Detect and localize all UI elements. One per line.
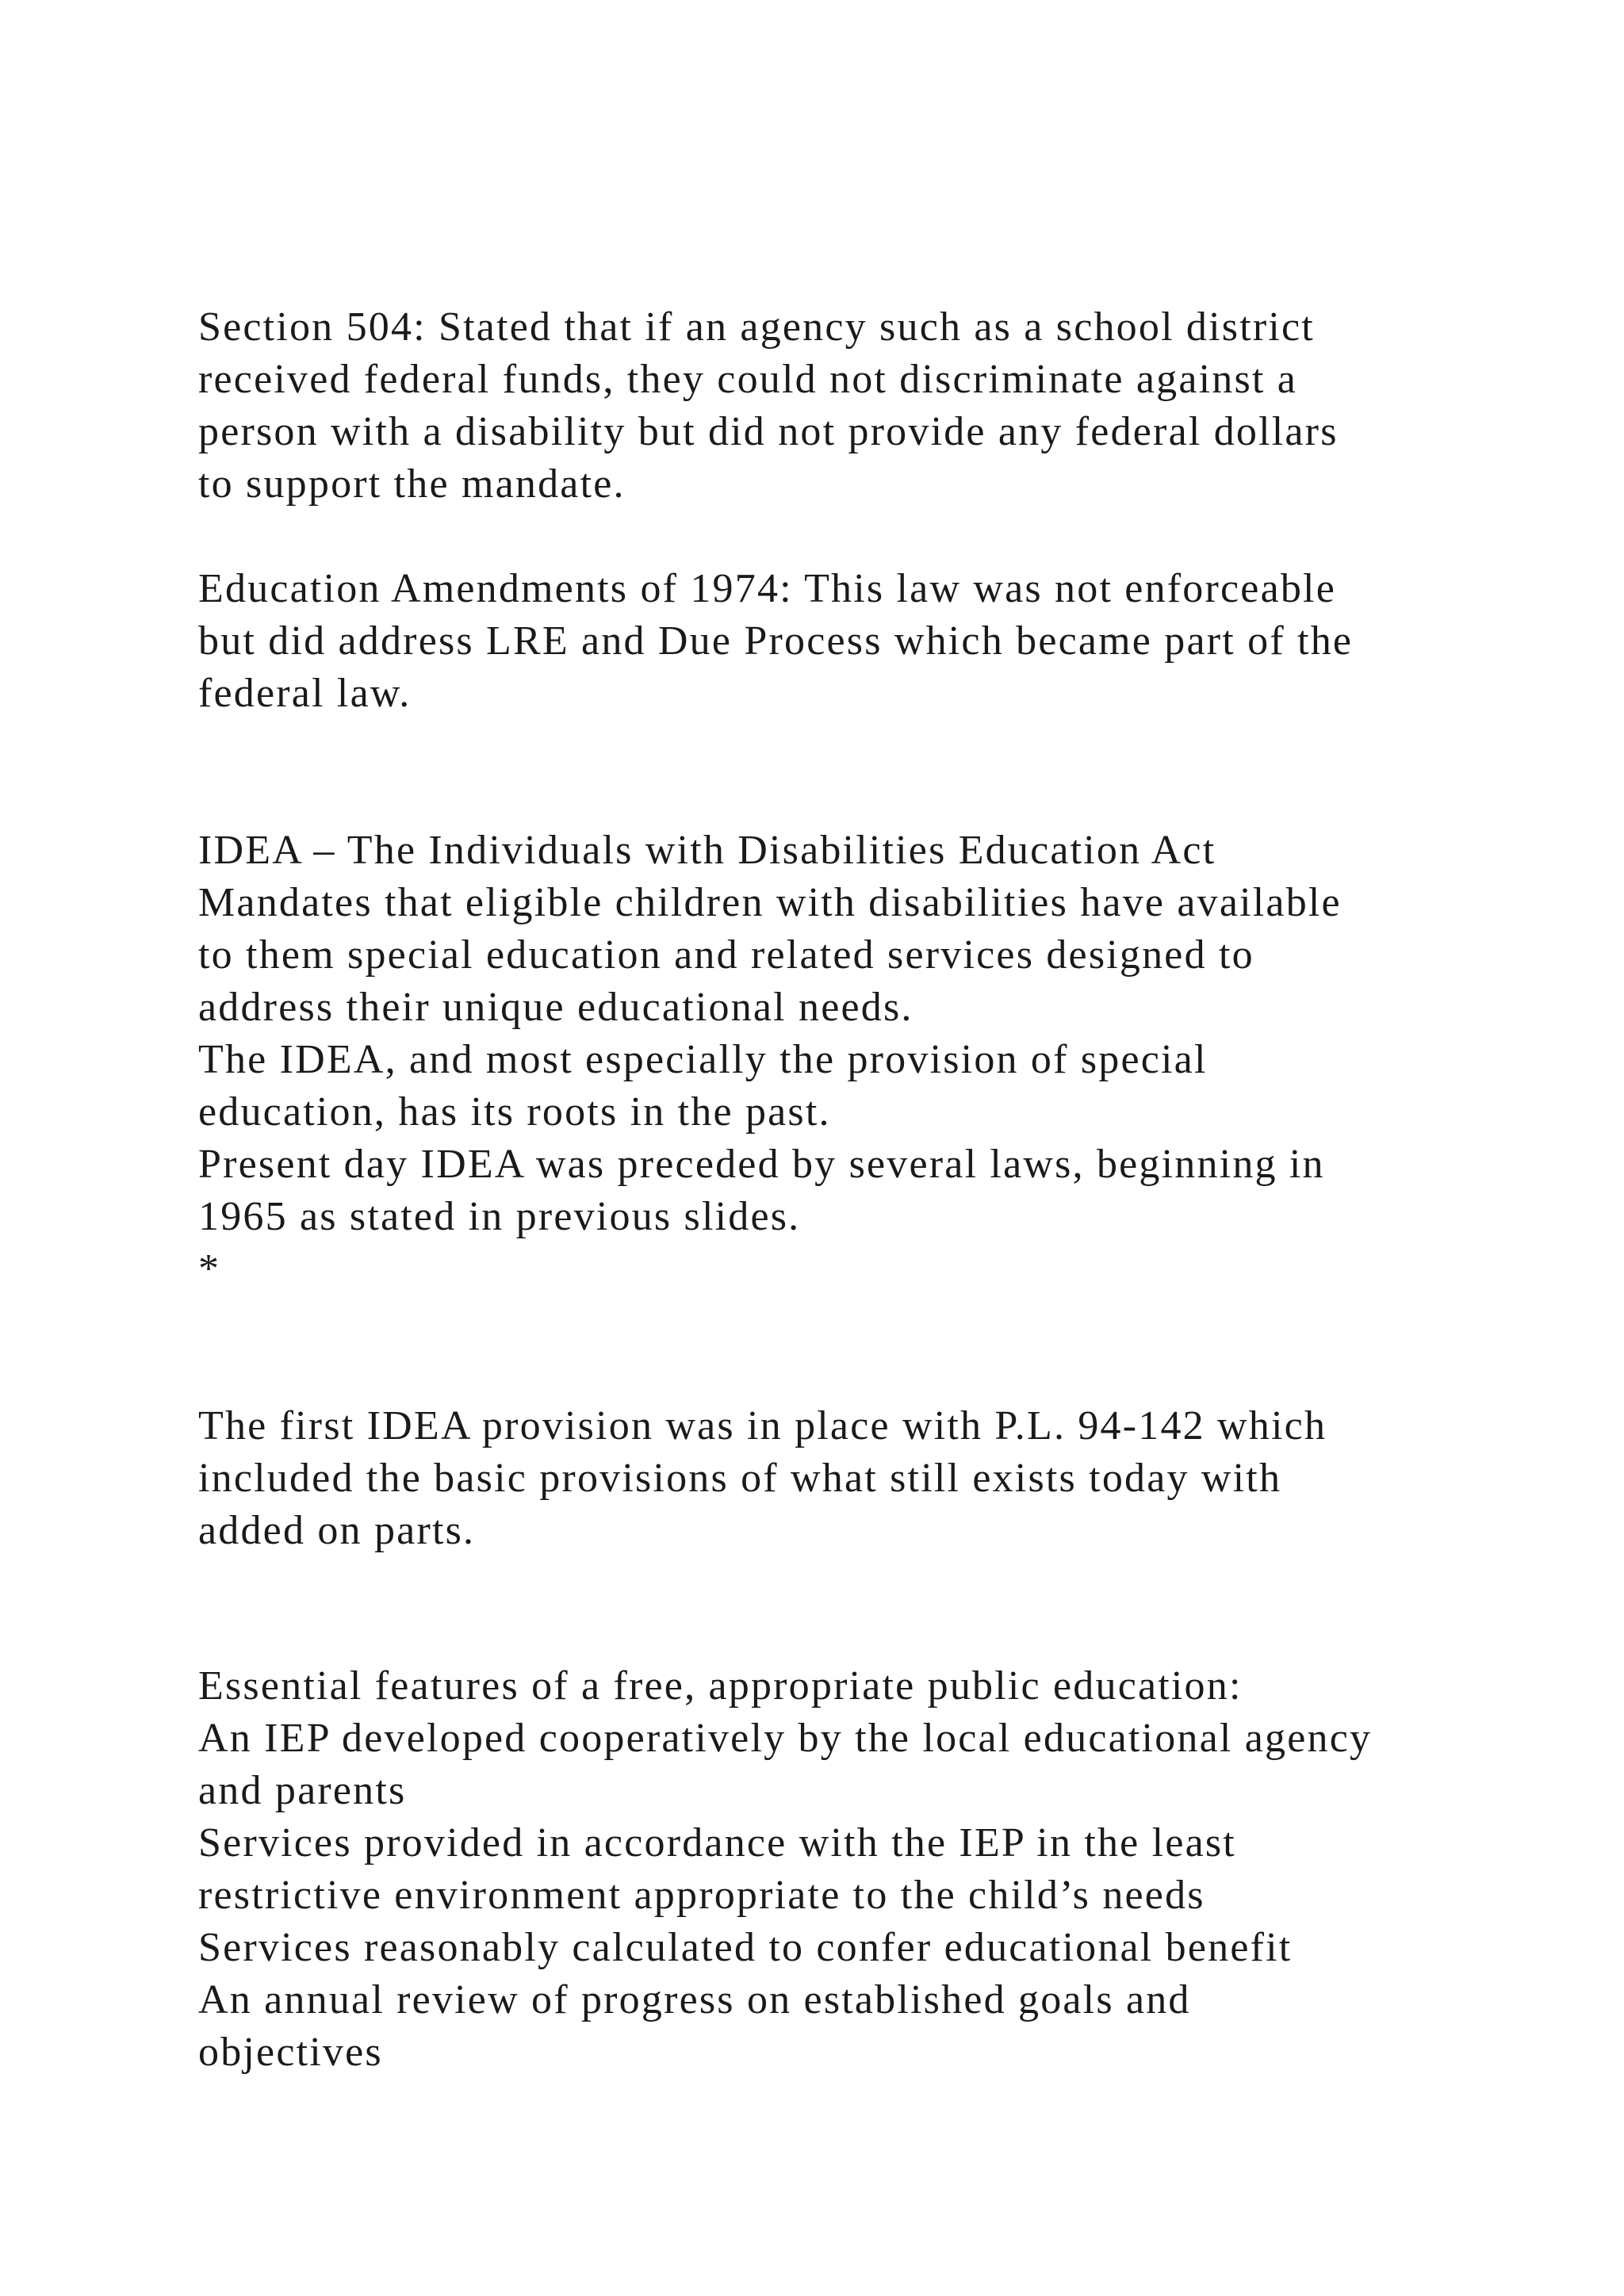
essential-features-line-1: Essential features of a free, appropriate public education:: [198, 1663, 1243, 1709]
idea-asterisk: *: [198, 1246, 221, 1292]
idea-line-6: education, has its roots in the past.: [198, 1089, 831, 1135]
first-idea-line-3: added on parts.: [198, 1508, 476, 1553]
idea-line-8: 1965 as stated in previous slides.: [198, 1194, 801, 1239]
section-504-line-3: person with a disability but did not provide any federal dollars: [198, 409, 1339, 454]
education-amendments-line-3: federal law.: [198, 671, 412, 716]
essential-features-line-3: and parents: [198, 1768, 407, 1813]
idea-line-1: IDEA – The Individuals with Disabilities Education Act: [198, 828, 1216, 873]
section-504-line-4: to support the mandate.: [198, 461, 626, 507]
idea-line-7: Present day IDEA was preceded by several laws, beginning in: [198, 1142, 1325, 1187]
essential-features-line-5: restrictive environment appropriate to the child’s needs: [198, 1873, 1205, 1918]
education-amendments-line-1: Education Amendments of 1974: This law was not enforceable: [198, 566, 1336, 611]
essential-features-line-6: Services reasonably calculated to confer educational benefit: [198, 1925, 1293, 1970]
essential-features-line-8: objectives: [198, 2030, 383, 2075]
section-504-line-1: Section 504: Stated that if an agency such as a school district: [198, 304, 1315, 350]
section-504-line-2: received federal funds, they could not discriminate against a: [198, 357, 1298, 402]
idea-line-5: The IDEA, and most especially the provision of special: [198, 1037, 1208, 1082]
education-amendments-line-2: but did address LRE and Due Process which became part of the: [198, 618, 1354, 664]
idea-line-3: to them special education and related services designed to: [198, 932, 1254, 978]
essential-features-line-7: An annual review of progress on established goals and: [198, 1977, 1191, 2022]
essential-features-line-4: Services provided in accordance with the IEP in the least: [198, 1820, 1236, 1866]
first-idea-line-1: The first IDEA provision was in place with P.L. 94-142 which: [198, 1403, 1327, 1448]
first-idea-line-2: included the basic provisions of what still exists today with: [198, 1456, 1282, 1501]
idea-line-4: address their unique educational needs.: [198, 985, 914, 1030]
idea-line-2: Mandates that eligible children with disabilities have available: [198, 880, 1342, 925]
essential-features-line-2: An IEP developed cooperatively by the local educational agency: [198, 1716, 1373, 1761]
